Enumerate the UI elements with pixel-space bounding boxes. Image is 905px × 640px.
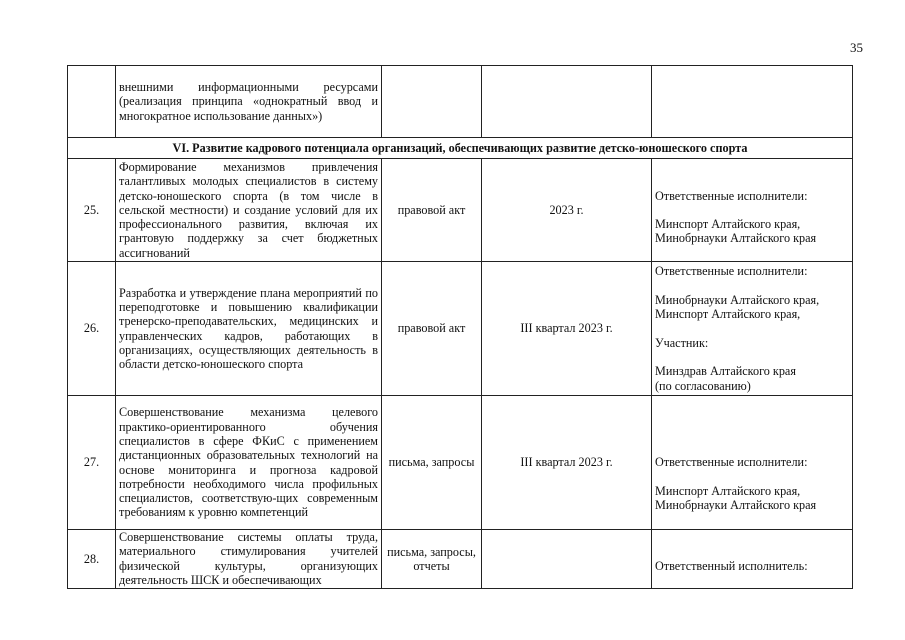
- row-description: Совершенствование механизма целевого практико-ориентированного обучения специалистов в сфере ФКиС с применением дистанционных образовательных технологий на основе мониторинга и прогноза кадровой потребности необходимого числа профильных специалистов, соответствую-щих современным требованиям к уровню компетенций: [116, 396, 382, 530]
- action-plan-table: [67, 65, 853, 589]
- executor-line: [655, 545, 849, 559]
- page-number: 35: [850, 40, 863, 55]
- table-row: [68, 396, 853, 530]
- row-doc-type: правовой акт: [382, 262, 482, 396]
- executor-line: [655, 350, 849, 364]
- row-description: Формирование механизмов привлечения талантливых молодых специалистов в систему детско-юношеского спорта (в том числе в сельской местности) и создание условий для их профессионального развития, включая их грантовую поддержку за счет бюджетных ассигнований: [116, 159, 382, 262]
- row-executors: [652, 159, 853, 262]
- executor-line: [655, 470, 849, 484]
- executor-name: Минспорт Алтайского края,: [655, 217, 801, 232]
- executor-line: [655, 427, 849, 441]
- table-row: [68, 530, 853, 589]
- row-doc-type: письма, запросы, отчеты: [382, 530, 482, 589]
- row-number: 25.: [68, 159, 116, 262]
- row-deadline: III квартал 2023 г.: [482, 262, 652, 396]
- row-doc-type: [382, 66, 482, 138]
- row-number: 28.: [68, 530, 116, 589]
- executor-line: [655, 278, 849, 292]
- executor-name: Минспорт Алтайского края,: [655, 483, 801, 498]
- row-description-text: Совершенствование системы оплаты труда, материального стимулирования учителей физической культуры, организующих деятельность ШСК и обеспечивающих: [119, 530, 378, 587]
- row-deadline: III квартал 2023 г.: [482, 396, 652, 530]
- executor-heading: Ответственные исполнители:: [655, 188, 808, 203]
- row-description: внешними информационными ресурсами (реализация принципа «однократный ввод и многократное использование данных»): [116, 66, 382, 138]
- executor-heading: Ответственный исполнитель:: [655, 559, 808, 573]
- executor-line: [655, 203, 849, 217]
- row-executors: [652, 396, 853, 530]
- executor-line: [655, 412, 849, 426]
- row-executors: [652, 66, 853, 138]
- section-header-row: [68, 138, 853, 159]
- row-deadline: [482, 530, 652, 589]
- row-description: [116, 530, 382, 589]
- row-description: Разработка и утверждение плана мероприятий по переподготовке и повышению квалификации тренерско-преподавательских, медицинских и управленческих кадров, работающих в организациях, осуществляющих деятельность в области детско-юношеского спорта: [116, 262, 382, 396]
- executor-line: [655, 321, 849, 335]
- row-doc-type: правовой акт: [382, 159, 482, 262]
- row-description-clip: [119, 530, 378, 588]
- executor-heading: Ответственные исполнители:: [655, 264, 808, 279]
- row-number: 27.: [68, 396, 116, 530]
- participant-note: (по согласованию): [655, 378, 751, 393]
- executor-name: Минспорт Алтайского края,: [655, 307, 801, 322]
- executor-heading: Ответственные исполнители:: [655, 455, 808, 470]
- participant-name: Минздрав Алтайского края: [655, 364, 796, 379]
- table-row: [68, 262, 853, 396]
- section-title: VI. Развитие кадрового потенциала организаций, обеспечивающих развитие детско-юношеского спорта: [68, 138, 853, 159]
- executor-name: Минобрнауки Алтайского края: [655, 498, 817, 513]
- row-deadline: 2023 г.: [482, 159, 652, 262]
- row-deadline: [482, 66, 652, 138]
- row-number: 26.: [68, 262, 116, 396]
- table-row: [68, 159, 853, 262]
- row-executors: [652, 530, 853, 589]
- executor-name: Минобрнауки Алтайского края,: [655, 292, 820, 307]
- row-number-cell: [68, 66, 116, 138]
- row-executors: [652, 262, 853, 396]
- continued-row: [68, 66, 853, 138]
- executor-line: [655, 174, 849, 188]
- executor-name: Минобрнауки Алтайского края: [655, 231, 817, 246]
- executor-line: [655, 441, 849, 455]
- participant-heading: Участник:: [655, 335, 709, 350]
- row-doc-type: письма, запросы: [382, 396, 482, 530]
